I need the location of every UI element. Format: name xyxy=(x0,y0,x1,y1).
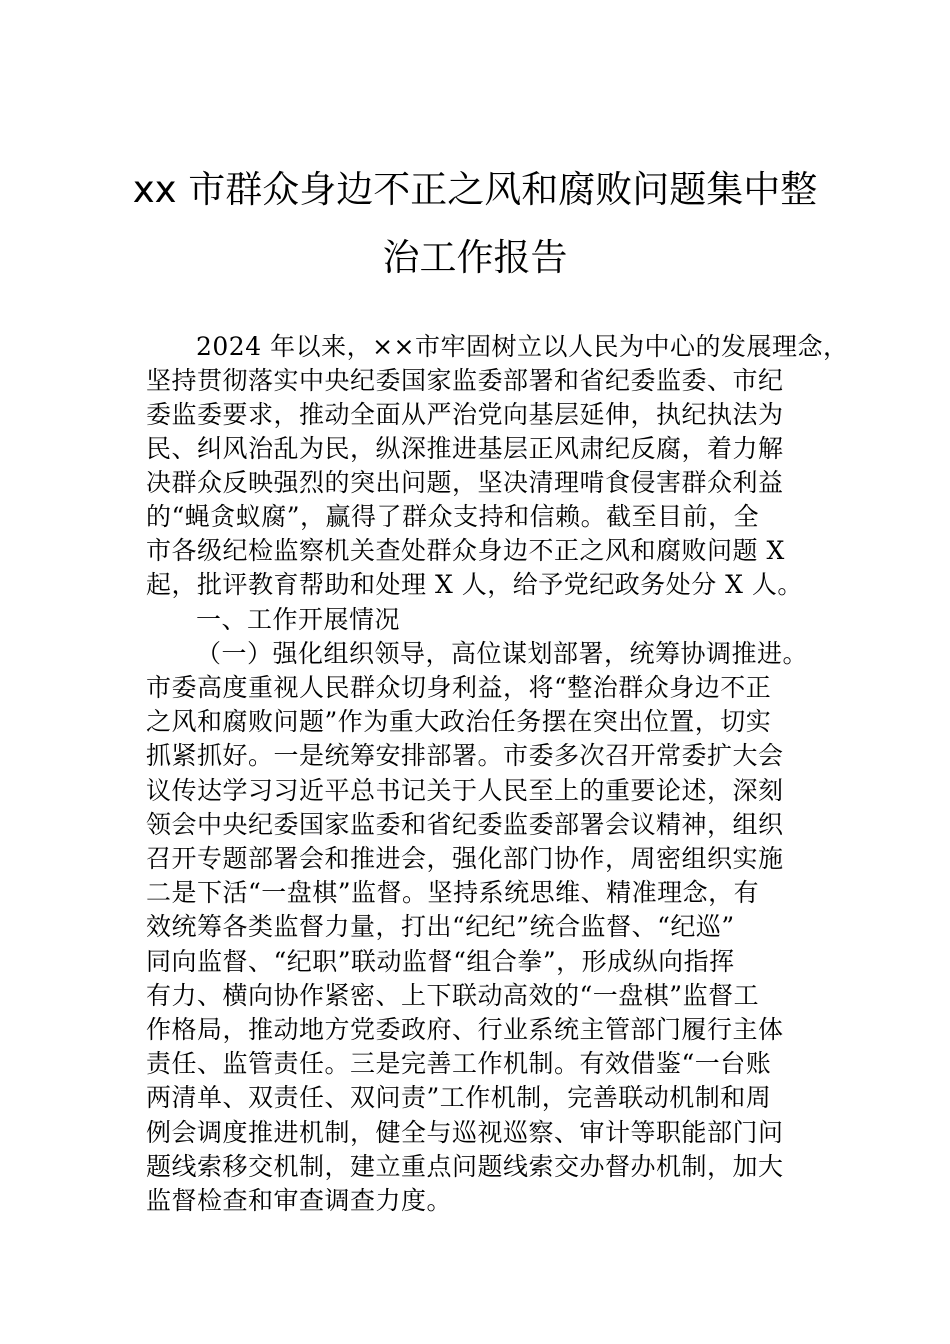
paragraph-intro-line-2: 坚持贯彻落实中央纪委国家监委部署和省纪委监委、市纪 xyxy=(146,366,784,395)
paragraph-body-line-4: 议传达学习习近平总书记关于人民至上的重要论述，深刻 xyxy=(146,776,784,805)
paragraph-body-line-8: 效统筹各类监督力量，打出“纪纪”统合监督、“纪巡” xyxy=(146,912,735,941)
paragraph-body-line-9: 同向监督、“纪职”联动监督“组合拳”，形成纵向指挥 xyxy=(146,947,735,976)
paragraph-body-line-14: 例会调度推进机制，健全与巡视巡察、审计等职能部门问 xyxy=(146,1118,784,1147)
paragraph-body-line-15: 题线索移交机制，建立重点问题线索交办督办机制，加大 xyxy=(146,1152,784,1181)
paragraph-intro-line-5: 决群众反映强烈的突出问题，坚决清理啃食侵害群众利益 xyxy=(146,468,784,497)
paragraph-body-line-10: 有力、横向协作紧密、上下联动高效的“一盘棋”监督工 xyxy=(146,981,760,1010)
paragraph-body-line-3: 抓紧抓好。一是统筹安排部署。市委多次召开常委扩大会 xyxy=(146,741,784,770)
paragraph-body-line-1: 市委高度重视人民群众切身利益，将“整治群众身边不正 xyxy=(146,673,772,702)
paragraph-body-line-11: 作格局，推动地方党委政府、行业系统主管部门履行主体 xyxy=(146,1015,784,1044)
paragraph-body-line-7: 二是下活“一盘棋”监督。坚持系统思维、精准理念，有 xyxy=(146,878,760,907)
paragraph-intro-line-3: 委监委要求，推动全面从严治党向基层延伸，执纪执法为 xyxy=(146,400,784,429)
paragraph-body-line-5: 领会中央纪委国家监委和省纪委监委部署会议精神，组织 xyxy=(146,810,784,839)
section-heading-1: 一、工作开展情况 xyxy=(196,605,401,634)
paragraph-body-line-13: 两清单、双责任、双问责”工作机制，完善联动机制和周 xyxy=(146,1083,772,1112)
document-title-line-1: xx 市群众身边不正之风和腐败问题集中整 xyxy=(132,168,818,211)
paragraph-intro-line-4: 民、纠风治乱为民，纵深推进基层正风肃纪反腐，着力解 xyxy=(146,434,784,463)
paragraph-intro-line-1: 2024 年以来，××市牢固树立以人民为中心的发展理念， xyxy=(196,332,849,361)
paragraph-body-line-12: 责任、监管责任。三是完善工作机制。有效借鉴“一台账 xyxy=(146,1049,772,1078)
paragraph-intro-line-7: 市各级纪检监察机关查处群众身边不正之风和腐败问题 X xyxy=(146,536,785,565)
paragraph-body-line-16: 监督检查和审查调查力度。 xyxy=(146,1186,453,1215)
paragraph-body-line-6: 召开专题部署会和推进会，强化部门协作，周密组织实施 xyxy=(146,844,784,873)
document-title-line-2: 治工作报告 xyxy=(382,236,568,279)
paragraph-intro-line-8: 起，批评教育帮助和处理 X 人，给予党纪政务处分 X 人。 xyxy=(146,570,803,599)
paragraph-intro-line-6: 的“蝇贪蚁腐”，赢得了群众支持和信赖。截至目前，全 xyxy=(146,502,760,531)
subsection-heading-1: （一）强化组织领导，高位谋划部署，统筹协调推进。 xyxy=(196,639,809,668)
paragraph-body-line-2: 之风和腐败问题”作为重大政治任务摆在突出位置，切实 xyxy=(146,707,772,736)
